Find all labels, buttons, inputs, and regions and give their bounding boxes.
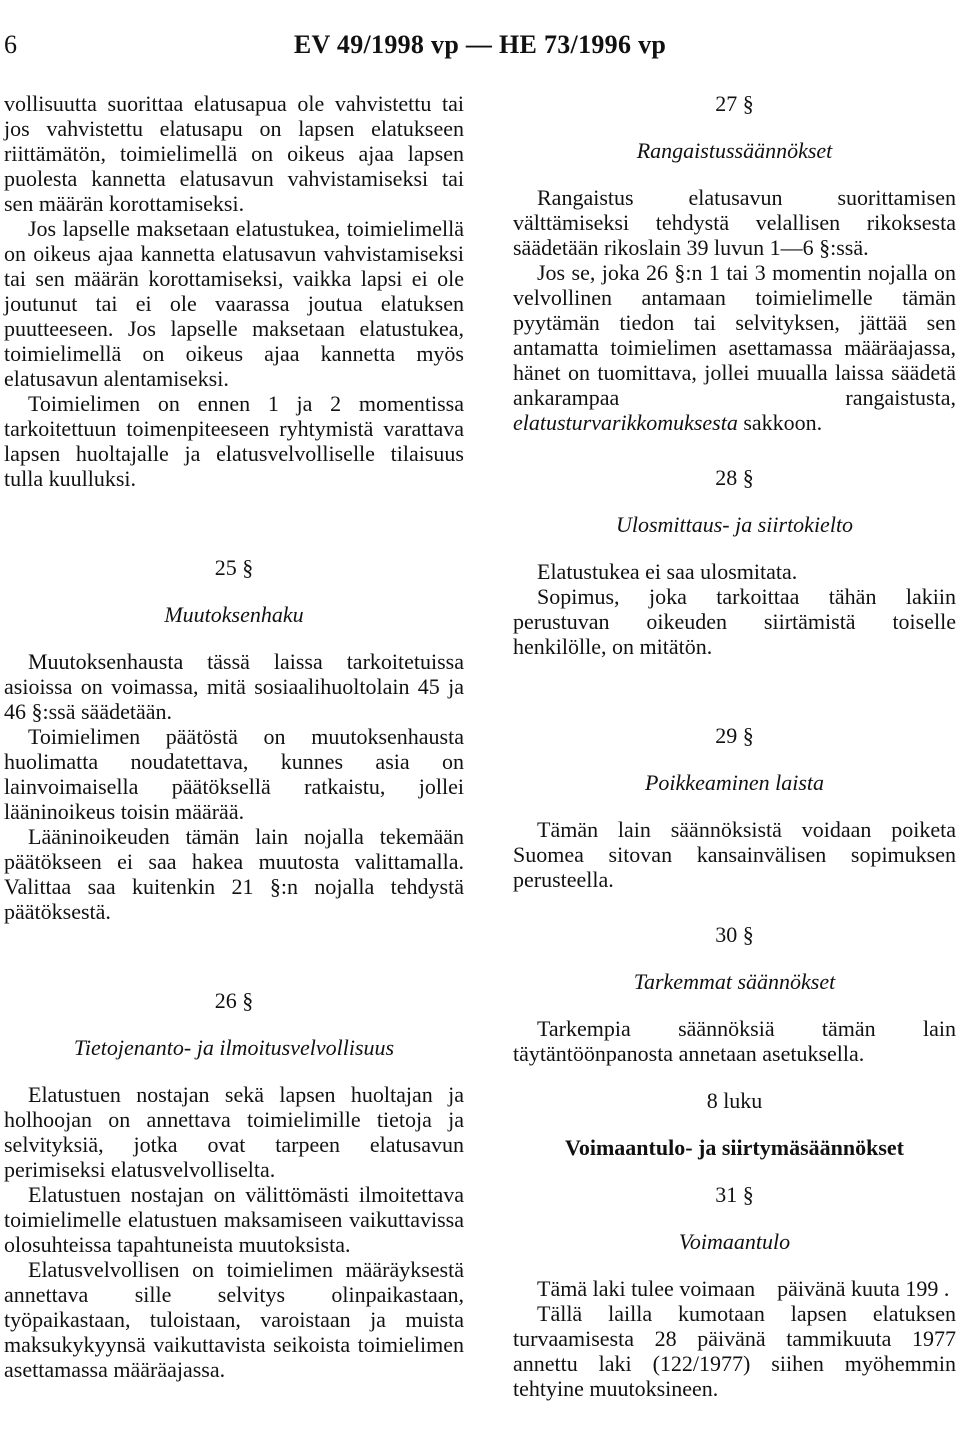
- paragraph: Toimielimen päätöstä on muutoksenhausta huolimatta noudatettava, kunnes asia on lainvoimaisella päätöksellä ratkaistu, jollei lääninoikeus toisin määrää.: [4, 724, 464, 824]
- running-title: EV 49/1998 vp — HE 73/1996 vp: [293, 30, 667, 59]
- section-heading-31: Voimaantulo: [678, 1229, 791, 1254]
- page-number: 6: [4, 30, 17, 59]
- section-number-28: 28 §: [715, 465, 754, 490]
- paragraph: Sopimus, joka tarkoittaa tähän lakiin perustuvan oikeuden siirtämistä toiselle henkilölle, on mitätön.: [513, 584, 956, 659]
- paragraph: Toimielimen on ennen 1 ja 2 momentissa tarkoitettuun toimenpiteeseen ryhtymistä varattava lapsen huoltajalle ja elatusvelvolliselle tilaisuus tulla kuulluksi.: [4, 391, 464, 491]
- paragraph: Tarkempia säännöksiä tämän lain täytäntöönpanosta annetaan asetuksella.: [513, 1016, 956, 1066]
- paragraph: [513, 260, 956, 435]
- paragraph-text: Jos se, joka 26 §:n 1 tai 3 momentin nojalla on velvollinen antamaan toimielimelle tämän pyytämän tiedon tai selvityksen, jättää sen antamatta toimielimen asettamassa määräajassa, hänet on tuomittava, jollei muualla laissa säädetä ankarampaa rangaistusta,: [513, 260, 956, 410]
- paragraph: Elatustuen nostajan sekä lapsen huoltajan ja holhoojan on annettava toimielimille tietoja ja selvityksiä, jotka ovat tarpeen elatusavun perimiseksi elatusvelvolliselta.: [4, 1082, 464, 1182]
- right-column: [513, 91, 956, 1401]
- paragraph: Tällä lailla kumotaan lapsen elatuksen turvaamisesta 28 päivänä tammikuuta 1977 annettu laki (122/1977) siihen myöhemmin tehtyine muutoksineen.: [513, 1301, 956, 1401]
- section-number-27: 27 §: [715, 91, 754, 116]
- paragraph-continuation: vollisuutta suorittaa elatusapua ole vahvistettu tai jos vahvistettu elatusapu on lapsen elatukseen riittämätön, toimielimellä on oikeus ajaa lapsen puolesta kannetta elatusavun vahvistamiseksi tai sen määrän korottamiseksi.: [4, 91, 464, 216]
- paragraph: Elatustuen nostajan on välittömästi ilmoitettava toimielimelle elatustuen maksamiseen vaikuttavissa olosuhteissa tapahtuneista muutoksista.: [4, 1182, 464, 1257]
- italic-term: elatusturvarikkomuksesta: [513, 410, 738, 435]
- section-heading-27: Rangaistussäännökset: [636, 138, 833, 163]
- paragraph: Elatustukea ei saa ulosmitata.: [537, 559, 798, 584]
- paragraph: Lääninoikeuden tämän lain nojalla tekemään päätökseen ei saa hakea muutosta valittamalla. Valittaa saa kuitenkin 21 §:n nojalla tehdystä päätöksestä.: [4, 824, 464, 924]
- section-number-30: 30 §: [715, 922, 754, 947]
- paragraph: Rangaistus elatusavun suorittamisen välttämiseksi tehdystä velallisen rikoksesta säädetään rikoslain 39 luvun 1—6 §:ssä.: [513, 185, 956, 260]
- left-column: [4, 91, 464, 1382]
- chapter-title: Voimaantulo- ja siirtymäsäännökset: [565, 1135, 904, 1160]
- chapter-number: 8 luku: [706, 1088, 763, 1113]
- section-heading-28: Ulosmittaus- ja siirtokielto: [615, 512, 854, 537]
- section-heading-25: Muutoksenhaku: [164, 602, 304, 627]
- section-heading-26: Tietojenanto- ja ilmoitusvelvollisuus: [73, 1035, 395, 1060]
- paragraph: Muutoksenhausta tässä laissa tarkoitetuissa asioissa on voimassa, mitä sosiaalihuoltolain 45 ja 46 §:ssä säädetään.: [4, 649, 464, 724]
- paragraph: Tämän lain säännöksistä voidaan poiketa Suomea sitovan kansainvälisen sopimuksen perusteella.: [513, 817, 956, 892]
- paragraph: Tämä laki tulee voimaan päivänä kuuta 199 .: [537, 1276, 950, 1301]
- paragraph-text: sakkoon.: [743, 410, 823, 435]
- section-number-26: 26 §: [214, 988, 254, 1013]
- section-heading-30: Tarkemmat säännökset: [633, 969, 836, 994]
- section-heading-29: Poikkeaminen laista: [644, 770, 824, 795]
- page-header: [0, 30, 960, 70]
- paragraph: Elatusvelvollisen on toimielimen määräyksestä annettava sille selvitys olinpaikastaan, työpaikastaan, tuloistaan, varoistaan ja muista maksukykyynsä vaikuttavista seikoista toimielimen asettamassa määräajassa.: [4, 1257, 464, 1382]
- section-number-25: 25 §: [214, 555, 254, 580]
- paragraph: Jos lapselle maksetaan elatustukea, toimielimellä on oikeus ajaa kannetta elatusavun vahvistamiseksi tai sen määrän korottamiseksi, vaikka lapsi ei ole joutunut tai ei ole vaarassa joutua elatuksen puutteeseen. Jos lapselle maksetaan elatustukea, toimielimellä on oikeus ajaa kannetta myös elatusavun alentamiseksi.: [4, 216, 464, 391]
- section-number-29: 29 §: [715, 723, 754, 748]
- section-number-31: 31 §: [715, 1182, 754, 1207]
